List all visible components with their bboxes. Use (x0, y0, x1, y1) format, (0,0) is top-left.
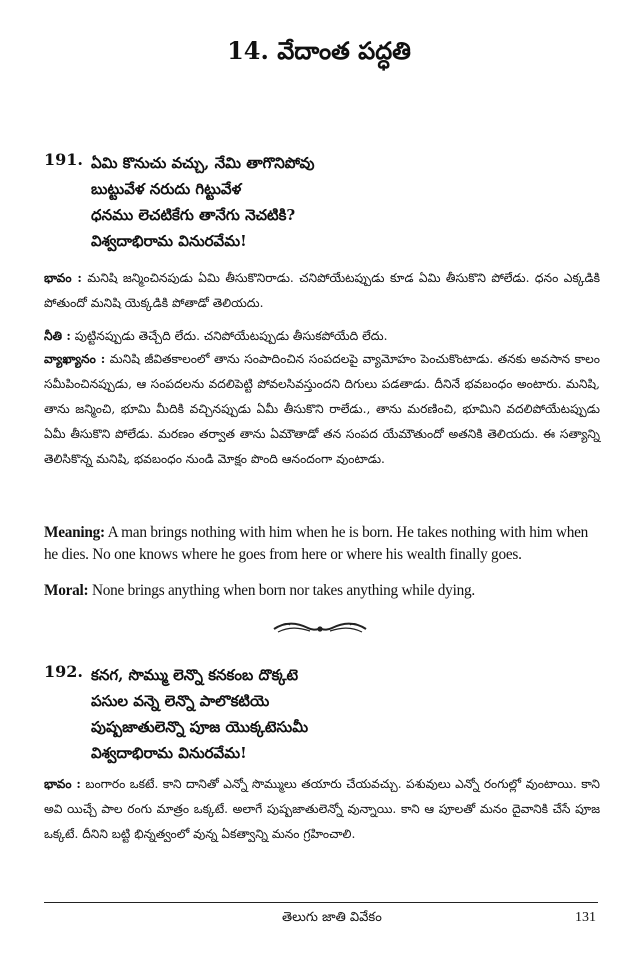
neeti-label: నీతి : (44, 329, 71, 343)
moral-text: None brings anything when born nor takes anything while dying. (91, 582, 475, 599)
bhavam-label: భావం : (44, 777, 81, 791)
meaning-label: Meaning: (44, 524, 105, 541)
bhavam-text: బంగారం ఒకటే. కాని దానితో ఎన్నో సొమ్ములు తయారు చేయవచ్చు. పశువులు ఎన్నో రంగుల్లో వుంటాయి. కాని అవి యిచ్చే పాల రంగు మాత్రం ఒక్కటే. అలాగే పుష్పజాతులెన్నో వున్నాయి. కాని ఆ పూలతో మనం దైవానికి చేసే పూజ ఒక్కటే. దీనిని బట్టి భిన్నత్వంలో వున్న ఏకత్వాన్ని మనం గ్రహించాలి. (44, 777, 600, 841)
bhavam-text: మనిషి జన్మించినపుడు ఏమి తీసుకొనిరాడు. చనిపోయేటప్పుడు కూడ ఏమి తీసుకొని పోలేడు. ధనం ఎక్కడికి పోతుందో మనిషి యెక్కడికి పోతాడో తెలియదు. (44, 271, 601, 310)
neeti-text: పుట్టినప్పుడు తెచ్చేది లేదు. చనిపోయేటప్పుడు తీసుకపోయేది లేదు. (74, 329, 388, 343)
verse-192 (44, 662, 598, 766)
page-number: 131 (575, 910, 596, 925)
verse-lines (91, 150, 598, 254)
bhavam-label: భావం : (44, 271, 82, 285)
chapter-title: 14. వేదాంత పద్ధతి (227, 36, 411, 65)
verse-number: 191. (44, 150, 83, 169)
footer-divider (44, 902, 598, 903)
verse-line: విశ్వదాభిరామ వినురవేమ! (91, 232, 247, 250)
vyakhyanam-paragraph (44, 347, 600, 472)
verse-lines (91, 662, 598, 766)
bhavam-paragraph-192 (44, 772, 600, 847)
moral-paragraph (44, 580, 600, 602)
verse-line: ధనము లెచటికేగు తానేగు నెచటికి? (91, 206, 296, 224)
moral-label: Moral: (44, 582, 89, 599)
verse-number: 192. (44, 662, 83, 681)
verse-line: విశ్వదాభిరామ వినురవేమ! (91, 744, 247, 762)
meaning-paragraph (44, 522, 600, 566)
vyakhyanam-label: వ్యాఖ్యానం : (44, 352, 106, 366)
verse-line: బుట్టువేళ నరుదు గిట్టువేళ (91, 180, 242, 198)
verse-line: కనగ, సొమ్ము లెన్నొ కనకంబ దొక్కటె (91, 666, 299, 684)
bhavam-paragraph-191 (44, 266, 600, 316)
verse-line: పసుల వన్నె లెన్నొ పాలొకటియె (91, 692, 270, 710)
meaning-text: A man brings nothing with him when he is born. He takes nothing with him when he dies. No one knows where he goes from here or where his wealth finally goes. (44, 524, 589, 563)
verse-191 (44, 150, 598, 254)
ornament-divider-icon (272, 620, 368, 638)
vyakhyanam-text: మనిషి జీవితకాలంలో తాను సంపాదించిన సంపదలపై వ్యామోహం పెంచుకొంటాడు. తనకు అవసాన కాలం సమీపించినప్పుడు, ఆ సంపదలను వదలిపెట్టి పోవలసివస్తుందని దిగులు పడతాడు. దీనినే భవబంధం అంటారు. మనిషి, తాను జన్మించి, భూమి మీదికి వచ్చినప్పుడు ఏమీ తీసుకొని రాలేడు., తాను మరణించి, భూమిని వదలిపోయేటప్పుడు ఏమీ తీసుకొని పోలేడు. మరణం తర్వాత తాను ఏమౌతాడో తన సంపద యేమౌతుందో అతనికి తెలియదు. ఈ సత్యాన్ని తెలిసికొన్న మనిషి, భవబంధం నుండి మోక్షం పొంది ఆనందంగా వుంటాడు. (44, 352, 600, 466)
verse-line: ఏమి కొనుచు వచ్చు, నేమి తాగొనిపోవు (91, 154, 315, 172)
neeti-paragraph (44, 324, 600, 349)
verse-line: పుష్పజాతులెన్నొ పూజ యొక్కటెసుమీ (91, 718, 309, 736)
footer-book-title: తెలుగు జాతి వివేకం (282, 910, 382, 925)
